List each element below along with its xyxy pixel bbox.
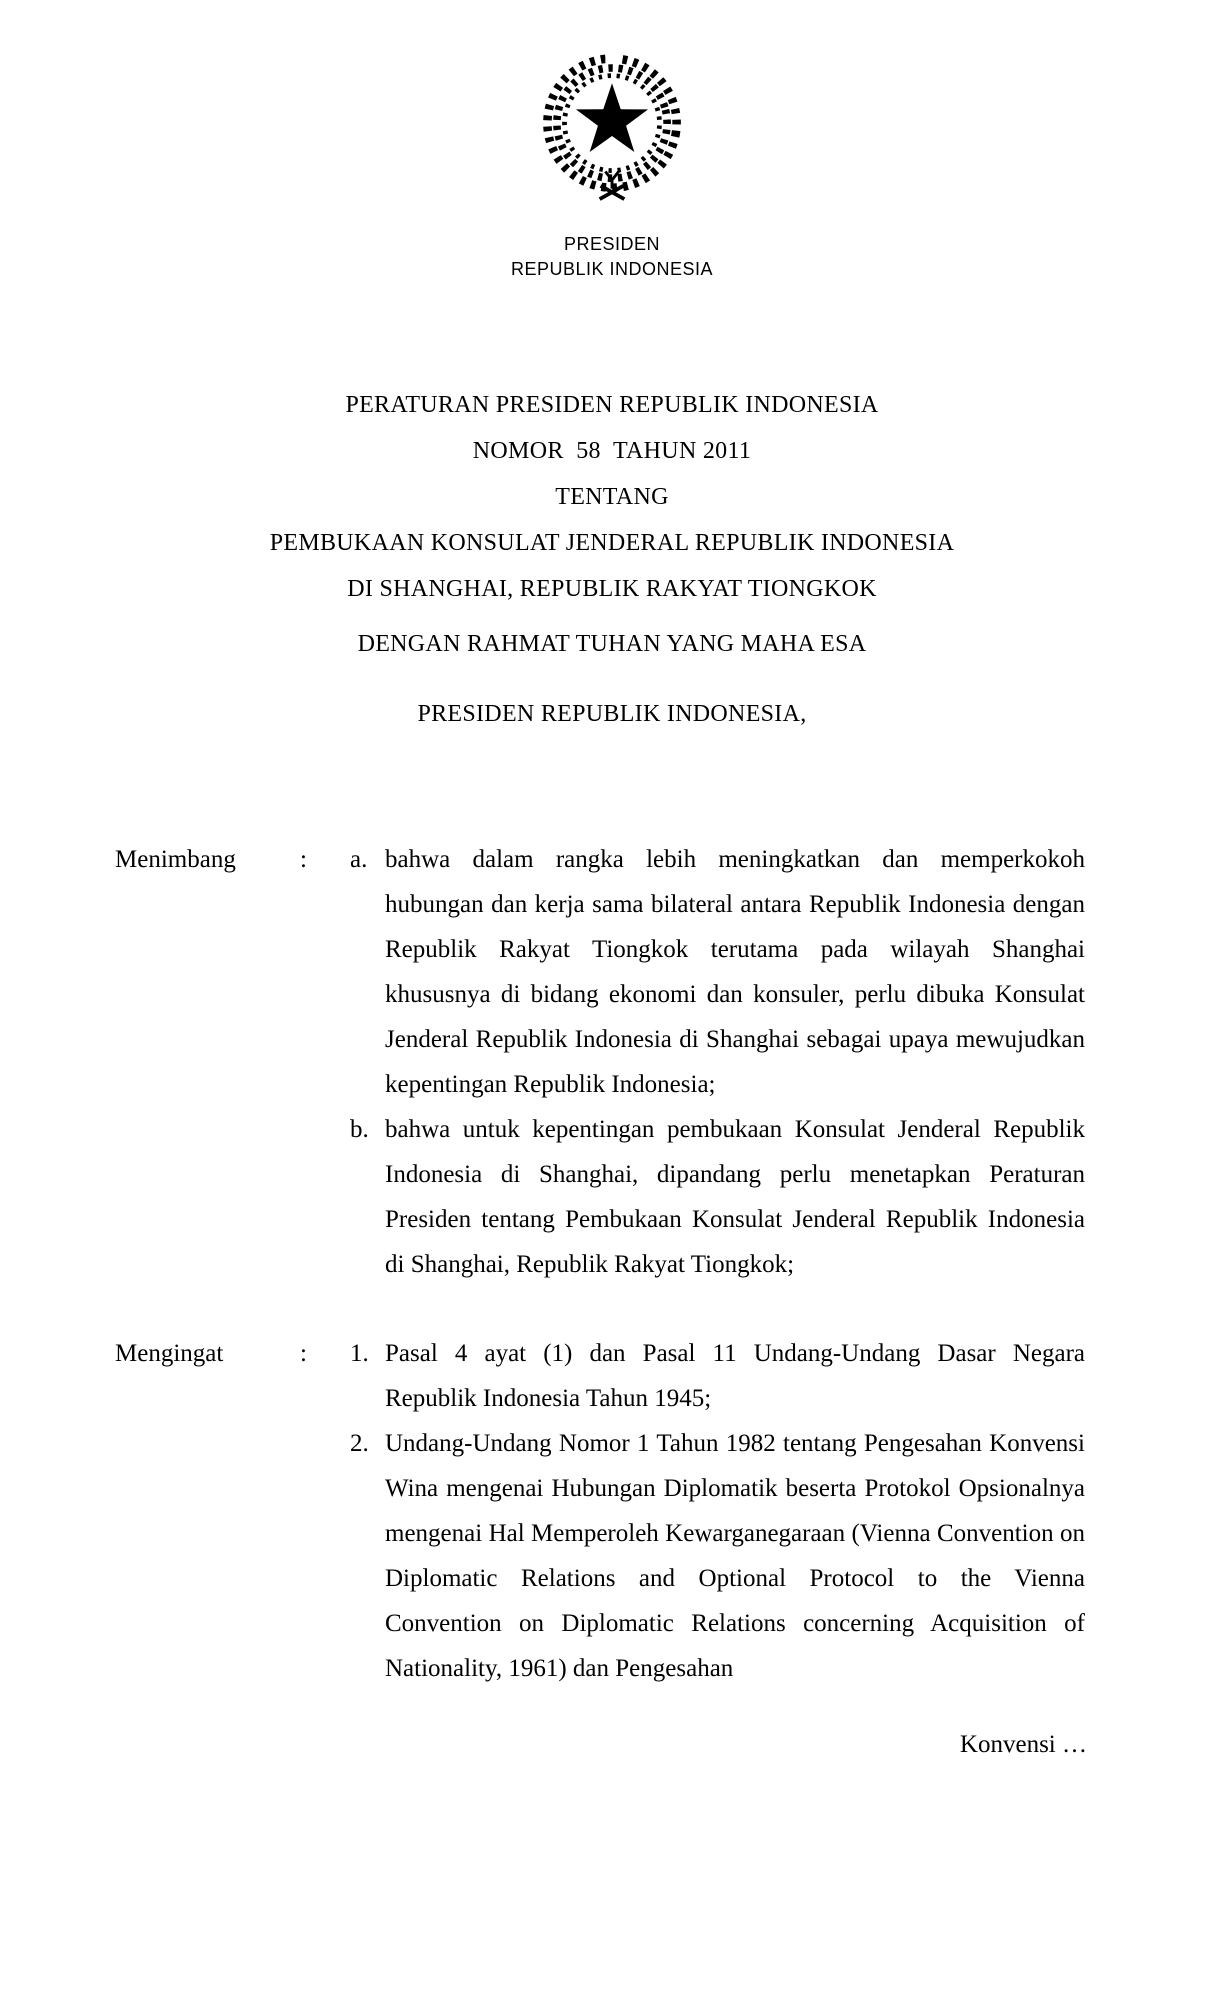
letterhead-presiden-label: PRESIDEN [563,234,661,254]
mengingat-label: Mengingat [115,1340,224,1367]
subject-line-1: PEMBUKAAN KONSULAT JENDERAL REPUBLIK INDONESIA [269,530,955,556]
invocation-line: DENGAN RAHMAT TUHAN YANG MAHA ESA [357,631,867,657]
item-text-1: Pasal 4 ayat (1) dan Pasal 11 Undang-Undang Dasar Negara Republik Indonesia Tahun 1945; [385,1340,1085,1412]
letterhead-republik-indonesia-label: REPUBLIK INDONESIA [510,259,714,279]
tentang-label: TENTANG [555,484,669,510]
item-marker-a: a. [350,846,368,873]
list-item-a [350,837,1085,1107]
item-text-b: bahwa untuk kepentingan pembukaan Konsulat Jenderal Republik Indonesia di Shanghai, dipandang perlu menetapkan Peraturan Presiden tentang Pembukaan Konsulat Jenderal Republik Indonesia di Shanghai, Republik Rakyat Tiongkok; [385,1116,1085,1278]
regulation-number: NOMOR 58 TAHUN 2011 [472,438,752,464]
preamble-clauses [0,837,1224,1691]
item-text-2: Undang-Undang Nomor 1 Tahun 1982 tentang Pengesahan Konvensi Wina mengenai Hubungan Diplomatik beserta Protokol Opsionalnya mengenai Hal Memperoleh Kewarganegaraan (Vienna Convention on Diplomatic Relations and Optional Protocol to the Vienna Convention on Diplomatic Relations concerning Acquisition of Nationality, 1961) dan Pengesahan [385,1430,1085,1682]
presidential-star-wreath-emblem-icon [536,46,688,204]
item-text-a: bahwa dalam rangka lebih meningkatkan dan memperkokoh hubungan dan kerja sama bilateral antara Republik Indonesia dengan Republik Rakyat Tiongkok terutama pada wilayah Shanghai khususnya di bidang ekonomi dan konsuler, perlu dibuka Konsulat Jenderal Republik Indonesia di Shanghai sebagai upaya mewujudkan kepentingan Republik Indonesia; [385,846,1085,1098]
enacting-authority-line: PRESIDEN REPUBLIK INDONESIA, [417,701,807,727]
clause-mengingat [115,1331,1085,1691]
mengingat-items [350,1331,1085,1691]
item-marker-2: 2. [350,1430,369,1457]
list-item-2 [350,1421,1085,1691]
regulation-title: PERATURAN PRESIDEN REPUBLIK INDONESIA [345,392,879,418]
catchword: Konvensi … [959,1731,1087,1758]
menimbang-items [350,837,1085,1287]
letterhead [0,0,1224,282]
menimbang-label: Menimbang [115,846,236,873]
mengingat-colon: : [300,1340,307,1367]
list-item-b [350,1107,1085,1287]
clause-menimbang [115,837,1085,1287]
item-marker-1: 1. [350,1340,369,1367]
title-block [0,382,1224,737]
menimbang-colon: : [300,846,307,873]
list-item-1 [350,1331,1085,1421]
subject-line-2: DI SHANGHAI, REPUBLIK RAKYAT TIONGKOK [347,576,877,602]
item-marker-b: b. [350,1116,369,1143]
